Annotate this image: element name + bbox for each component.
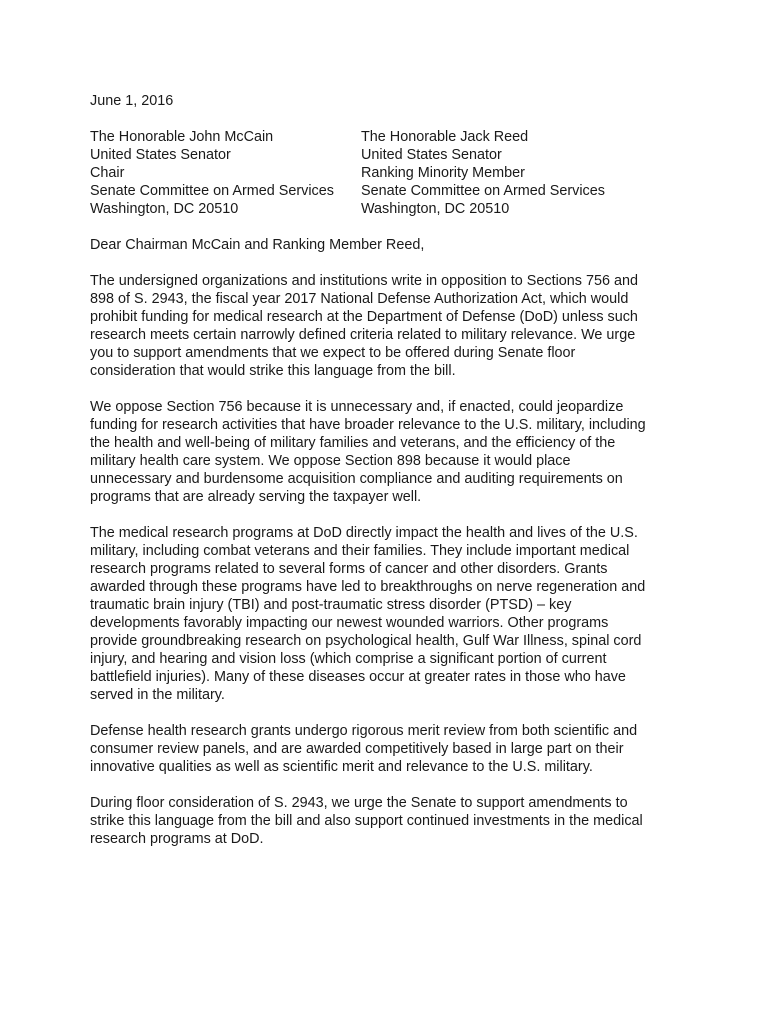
address-line: Chair xyxy=(90,165,125,181)
paragraph-line: military health care system. We oppose Section 898 because it would place xyxy=(90,453,571,469)
recipient-address-reed xyxy=(361,128,605,218)
address-line: The Honorable John McCain xyxy=(90,129,274,145)
paragraph-line: consideration that would strike this language from the bill. xyxy=(90,363,456,379)
address-line: Ranking Minority Member xyxy=(361,165,525,181)
paragraph-line: strike this language from the bill and also support continued investments in the medical xyxy=(90,813,643,829)
paragraph-sections xyxy=(90,398,690,506)
paragraph-line: We oppose Section 756 because it is unnecessary and, if enacted, could jeopardize xyxy=(90,399,624,415)
paragraph-closing-request xyxy=(90,794,690,848)
paragraph-line: research programs at DoD. xyxy=(90,831,264,847)
paragraph-line: served in the military. xyxy=(90,687,225,703)
paragraph-line: provide groundbreaking research on psychological health, Gulf War Illness, spinal cord xyxy=(90,633,642,649)
paragraph-line: The medical research programs at DoD directly impact the health and lives of the U.S. xyxy=(90,525,638,541)
paragraph-line: injury, and hearing and vision loss (which comprise a significant portion of current xyxy=(90,651,607,667)
recipient-addresses xyxy=(90,128,690,218)
address-line: United States Senator xyxy=(90,147,231,163)
paragraph-line: Defense health research grants undergo rigorous merit review from both scientific and xyxy=(90,723,638,739)
address-line: The Honorable Jack Reed xyxy=(361,129,529,145)
address-line: Senate Committee on Armed Services xyxy=(361,183,605,199)
paragraph-line: During floor consideration of S. 2943, we urge the Senate to support amendments to xyxy=(90,795,628,811)
paragraph-line: research meets certain narrowly defined criteria related to military relevance. We urge xyxy=(90,327,636,343)
address-line: United States Senator xyxy=(361,147,502,163)
recipient-address-mccain xyxy=(90,128,334,218)
paragraph-line: traumatic brain injury (TBI) and post-traumatic stress disorder (PTSD) – key xyxy=(90,597,572,613)
paragraph-line: funding for research activities that have broader relevance to the U.S. military, including xyxy=(90,417,646,433)
paragraph-line: battlefield injuries). Many of these diseases occur at greater rates in those who have xyxy=(90,669,626,685)
paragraph-line: the health and well-being of military families and veterans, and the efficiency of the xyxy=(90,435,616,451)
letter-date: June 1, 2016 xyxy=(90,93,174,109)
paragraph-line: developments favorably impacting our newest wounded warriors. Other programs xyxy=(90,615,609,631)
paragraph-line: consumer review panels, and are awarded competitively based in large part on their xyxy=(90,741,624,757)
paragraph-line: military, including combat veterans and their families. They include important medical xyxy=(90,543,630,559)
paragraph-line: prohibit funding for medical research at the Department of Defense (DoD) unless such xyxy=(90,309,638,325)
address-line: Washington, DC 20510 xyxy=(361,201,510,217)
paragraph-line: programs that are already serving the taxpayer well. xyxy=(90,489,422,505)
address-line: Senate Committee on Armed Services xyxy=(90,183,334,199)
paragraph-opposition xyxy=(90,272,690,380)
paragraph-merit-review xyxy=(90,722,690,776)
paragraph-line: 898 of S. 2943, the fiscal year 2017 National Defense Authorization Act, which would xyxy=(90,291,629,307)
paragraph-line: unnecessary and burdensome acquisition compliance and auditing requirements on xyxy=(90,471,623,487)
address-line: Washington, DC 20510 xyxy=(90,201,239,217)
paragraph-line: research programs related to several forms of cancer and other disorders. Grants xyxy=(90,561,608,577)
paragraph-programs xyxy=(90,524,690,704)
paragraph-line: innovative qualities as well as scientific merit and relevance to the U.S. military. xyxy=(90,759,593,775)
salutation: Dear Chairman McCain and Ranking Member Reed, xyxy=(90,237,425,253)
paragraph-line: awarded through these programs have led to breakthroughs on nerve regeneration and xyxy=(90,579,646,595)
letter-page xyxy=(90,92,690,848)
paragraph-line: The undersigned organizations and institutions write in opposition to Sections 756 and xyxy=(90,273,638,289)
paragraph-line: you to support amendments that we expect to be offered during Senate floor xyxy=(90,345,576,361)
